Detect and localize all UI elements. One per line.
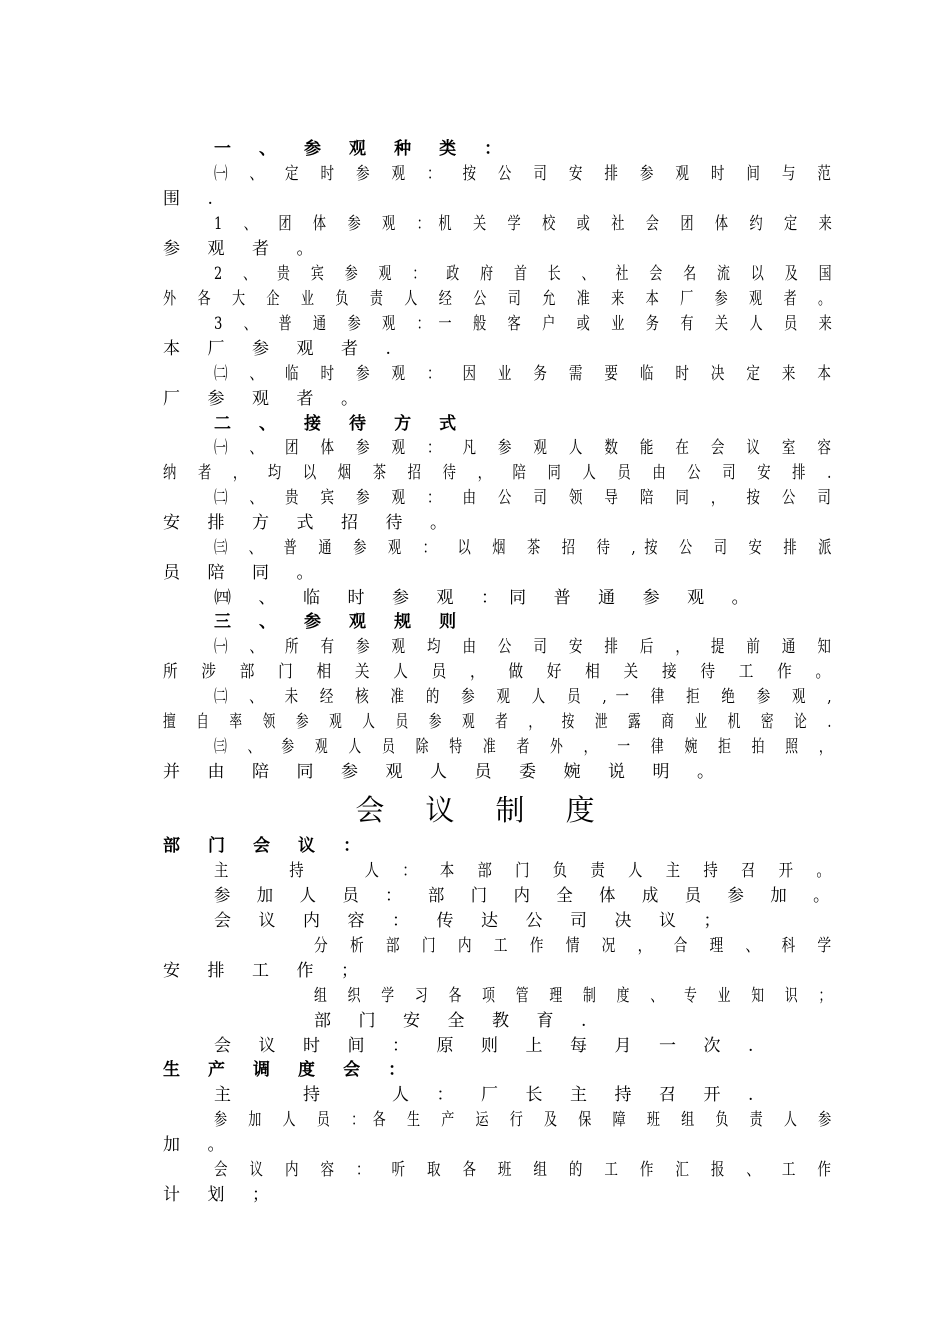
paragraph-line: 安 排 工 作 ； [163,961,370,981]
paragraph-line: 参 加 人 员 ：各 生 产 运 行 及 保 障 班 组 负 责 人 参 [214,1110,840,1130]
heading-visit-rules: 三 、 参 观 规 则 [214,612,468,632]
paragraph-line: ㈠ 、 所 有 参 观 均 由 公 司 安 排 后 ， 提 前 通 知 [214,637,840,657]
paragraph-line: ㈡ 、 临 时 参 观 ： 因 业 务 需 要 临 时 决 定 来 本 [214,364,840,384]
paragraph-line: 纳 者 ， 均 以 烟 茶 招 待 ， 陪 同 人 员 由 公 司 安 排 . [163,463,841,483]
paragraph-line: ㈠ 、 团 体 参 观 ： 凡 参 观 人 数 能 在 会 议 室 容 [214,438,840,458]
paragraph-line: ㈠ 、 定 时 参 观 ： 按 公 司 安 排 参 观 时 间 与 范 [214,164,840,184]
paragraph-line: 1 、 团 体 参 观 ：机 关 学 校 或 社 会 团 体 约 定 来 [214,214,841,234]
paragraph-line: 组 织 学 习 各 项 管 理 制 度 、 专 业 知 识 ； [314,986,840,1006]
paragraph-line: 部 门 安 全 教 育 . [314,1011,598,1031]
paragraph-line: 会 议 内 容 ： 听 取 各 班 组 的 工 作 汇 报 、 工 作 [214,1160,840,1180]
paragraph-line: 所 涉 部 门 相 关 人 员 ， 做 好 相 关 接 待 工 作 。 [163,662,840,682]
paragraph-line: 会 议 时 间 ： 原 则 上 每 月 一 次 . [214,1036,765,1056]
heading-reception: 二 、 接 待 方 式 [214,414,468,434]
paragraph-line: ㈢ 、 参 观 人 员 除 特 准 者 外 ， 一 律 婉 拒 拍 照 ， [214,737,841,757]
paragraph-line: ㈢ 、 普 通 参 观 ： 以 烟 茶 招 待 ,按 公 司 安 排 派 [214,538,841,558]
paragraph-line: ㈣ 、 临 时 参 观 ：同 普 通 参 观 。 [214,588,760,608]
paragraph-line: 参 加 人 员 ： 部 门 内 全 体 成 员 参 加 。 [214,886,841,906]
paragraph-line: 围 . [163,189,224,209]
paragraph-line: 参 观 者 。 [163,239,325,259]
paragraph-line: 会 议 内 容 ： 传 达 公 司 决 议 ； [214,911,732,931]
paragraph-line: 厂 参 观 者 。 [163,389,370,409]
paragraph-line: 本 厂 参 观 者 . [163,339,402,359]
paragraph-line: 分 析 部 门 内 工 作 情 况 ， 合 理 、 科 学 [314,936,841,956]
meeting-system-title: 会 议 制 度 [355,793,611,827]
paragraph-line: 主 持 人 ： 厂 长 主 持 召 开 . [214,1085,765,1105]
paragraph-line: 3 、 普 通 参 观 ：一 般 客 户 或 业 务 有 关 人 员 来 [214,314,841,334]
paragraph-line: 安 排 方 式 招 待 。 [163,513,459,533]
paragraph-line: 2 、 贵 宾 参 观 ： 政 府 首 长 、 社 会 名 流 以 及 国 [214,264,840,284]
heading-production-meeting: 生 产 调 度 会 ： [163,1060,417,1080]
paragraph-line: 计 划 ； [163,1185,281,1205]
paragraph-line: 加 。 [163,1135,236,1155]
paragraph-line: ㈡ 、 未 经 核 准 的 参 观 人 员 ,一 律 拒 绝 参 观 , [214,687,841,707]
paragraph-line: 员 陪 同 。 [163,563,325,583]
heading-visit-types: 一 、 参 观 种 类 ： [214,139,513,159]
paragraph-line: ㈡ 、 贵 宾 参 观 ： 由 公 司 领 导 陪 同 ， 按 公 司 [214,488,840,508]
heading-dept-meeting: 部 门 会 议 ： [163,836,372,856]
paragraph-line: 并 由 陪 同 参 观 人 员 委 婉 说 明 。 [163,762,726,782]
paragraph-line: 主 持 人 ： 本 部 门 负 责 人 主 持 召 开 。 [214,861,841,881]
paragraph-line: 擅 自 率 领 参 观 人 员 参 观 者 ， 按 泄 露 商 业 机 密 论 . [163,712,840,732]
paragraph-line: 外 各 大 企 业 负 责 人 经 公 司 允 准 来 本 厂 参 观 者 。 [163,289,840,309]
